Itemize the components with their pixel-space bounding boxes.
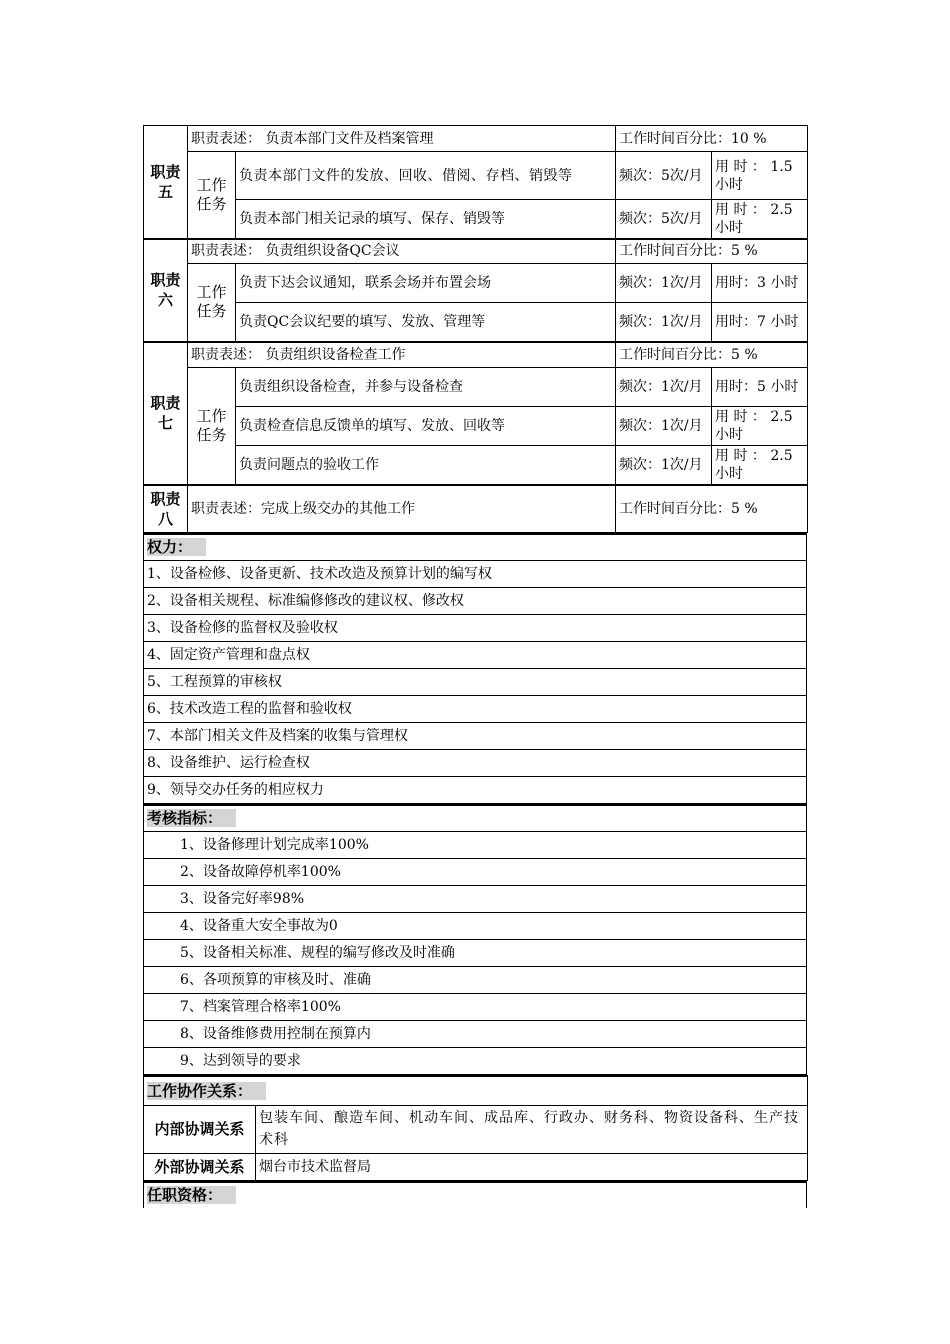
external-coordination-row (144, 1153, 808, 1180)
duty-7-task-1: 负责组织设备检查，并参与设备检查 (236, 368, 616, 407)
kpi-item: 2、设备故障停机率100% (144, 859, 807, 886)
duty-5-percent: 工作时间百分比：10 % (616, 126, 808, 152)
duty-6-task-row (144, 303, 808, 342)
duty-5-task-2: 负责本部门相关记录的填写、保存、销毁等 (236, 200, 616, 239)
duty-6-task-1-freq: 频次：1次/月 (616, 264, 712, 303)
duty-7-task-1-time: 用时：5 小时 (712, 368, 808, 407)
kpi-title: 考核指标： (147, 809, 236, 827)
kpi-item: 5、设备相关标准、规程的编写修改及时准确 (144, 940, 807, 967)
duty-6-percent: 工作时间百分比：5 % (616, 239, 808, 264)
coordination-header-row (144, 1076, 808, 1105)
kpi-item: 1、设备修理计划完成率100% (144, 832, 807, 859)
duty-7-task-1-freq: 频次：1次/月 (616, 368, 712, 407)
duty-6-task-row (144, 264, 808, 303)
authority-item: 6、技术改造工程的监督和验收权 (144, 695, 807, 722)
duty-5-task-2-time: 用 时 ： 2.5 小时 (712, 200, 808, 239)
kpi-item: 8、设备维修费用控制在预算内 (144, 1021, 807, 1048)
authority-item: 9、领导交办任务的相应权力 (144, 776, 807, 803)
kpi-item: 9、达到领导的要求 (144, 1048, 807, 1075)
authority-item: 2、设备相关规程、标准编修修改的建议权、修改权 (144, 587, 807, 614)
kpi-table (143, 804, 807, 1076)
kpi-item: 3、设备完好率98% (144, 886, 807, 913)
duty-7-task-2: 负责检查信息反馈单的填写、发放、回收等 (236, 407, 616, 446)
duty-6-task-label: 工作任务 (188, 264, 236, 342)
authority-item: 3、设备检修的监督权及验收权 (144, 614, 807, 641)
duty-8-label: 职责八 (144, 485, 188, 533)
internal-coordination-row (144, 1105, 808, 1153)
authority-item: 8、设备维护、运行检查权 (144, 749, 807, 776)
job-description-document (143, 125, 807, 1208)
duty-7-task-label: 工作任务 (188, 368, 236, 485)
duty-5-task-1-time: 用 时 ： 1.5 小时 (712, 152, 808, 200)
duty-7-task-2-time: 用 时 ： 2.5 小时 (712, 407, 808, 446)
authority-title: 权力： (147, 538, 206, 556)
duty-7-task-3: 负责问题点的验收工作 (236, 446, 616, 485)
qualification-table (143, 1181, 807, 1208)
duty-6-task-2: 负责QC会议纪要的填写、发放、管理等 (236, 303, 616, 342)
external-coordination-label: 外部协调关系 (144, 1153, 256, 1180)
duty-7-task-row (144, 368, 808, 407)
duty-6-statement: 职责表述： 负责组织设备QC会议 (188, 239, 616, 264)
duty-7-task-row (144, 446, 808, 485)
authority-item: 7、本部门相关文件及档案的收集与管理权 (144, 722, 807, 749)
duty-5-task-2-freq: 频次：5次/月 (616, 200, 712, 239)
qualification-header-row (144, 1182, 807, 1208)
duty-5-task-row (144, 200, 808, 239)
duty-7-task-3-freq: 频次：1次/月 (616, 446, 712, 485)
external-coordination-value: 烟台市技术监督局 (256, 1153, 808, 1180)
qualification-title: 任职资格： (147, 1186, 236, 1204)
duty-5-statement-row (144, 126, 808, 152)
duty-7-statement-row (144, 342, 808, 368)
duty-5-task-label: 工作任务 (188, 152, 236, 239)
duty-8-statement: 职责表述：完成上级交办的其他工作 (188, 485, 616, 533)
duty-5-statement: 职责表述： 负责本部门文件及档案管理 (188, 126, 616, 152)
duty-8-percent: 工作时间百分比：5 % (616, 485, 808, 533)
duty-7-task-2-freq: 频次：1次/月 (616, 407, 712, 446)
duty-7-statement: 职责表述： 负责组织设备检查工作 (188, 342, 616, 368)
duty-7-label: 职责七 (144, 342, 188, 485)
duty-5-task-1: 负责本部门文件的发放、回收、借阅、存档、销毁等 (236, 152, 616, 200)
duty-7-task-3-time: 用 时 ： 2.5 小时 (712, 446, 808, 485)
duty-5-task-1-freq: 频次：5次/月 (616, 152, 712, 200)
authority-item: 1、设备检修、设备更新、技术改造及预算计划的编写权 (144, 560, 807, 587)
coordination-table (143, 1075, 808, 1181)
internal-coordination-value: 包装车间、酿造车间、机动车间、成品库、行政办、财务科、物资设备科、生产技术科 (256, 1105, 808, 1153)
duty-6-task-1: 负责下达会议通知，联系会场并布置会场 (236, 264, 616, 303)
duty-5-task-row (144, 152, 808, 200)
kpi-item: 4、设备重大安全事故为0 (144, 913, 807, 940)
duties-table (143, 125, 808, 533)
authority-header-row (144, 534, 807, 560)
duty-6-task-2-freq: 频次：1次/月 (616, 303, 712, 342)
duty-7-task-row (144, 407, 808, 446)
authority-item: 4、固定资产管理和盘点权 (144, 641, 807, 668)
kpi-header-row (144, 805, 807, 832)
duty-6-task-2-time: 用时：7 小时 (712, 303, 808, 342)
duty-6-statement-row (144, 239, 808, 264)
authority-item: 5、工程预算的审核权 (144, 668, 807, 695)
duty-6-label: 职责六 (144, 239, 188, 342)
duty-6-task-1-time: 用时：3 小时 (712, 264, 808, 303)
kpi-item: 7、档案管理合格率100% (144, 994, 807, 1021)
duty-8-row (144, 485, 808, 533)
kpi-item: 6、各项预算的审核及时、准确 (144, 967, 807, 994)
authority-table (143, 533, 807, 804)
duty-5-label: 职责五 (144, 126, 188, 239)
internal-coordination-label: 内部协调关系 (144, 1105, 256, 1153)
duty-7-percent: 工作时间百分比：5 % (616, 342, 808, 368)
coordination-title: 工作协作关系： (147, 1082, 266, 1100)
